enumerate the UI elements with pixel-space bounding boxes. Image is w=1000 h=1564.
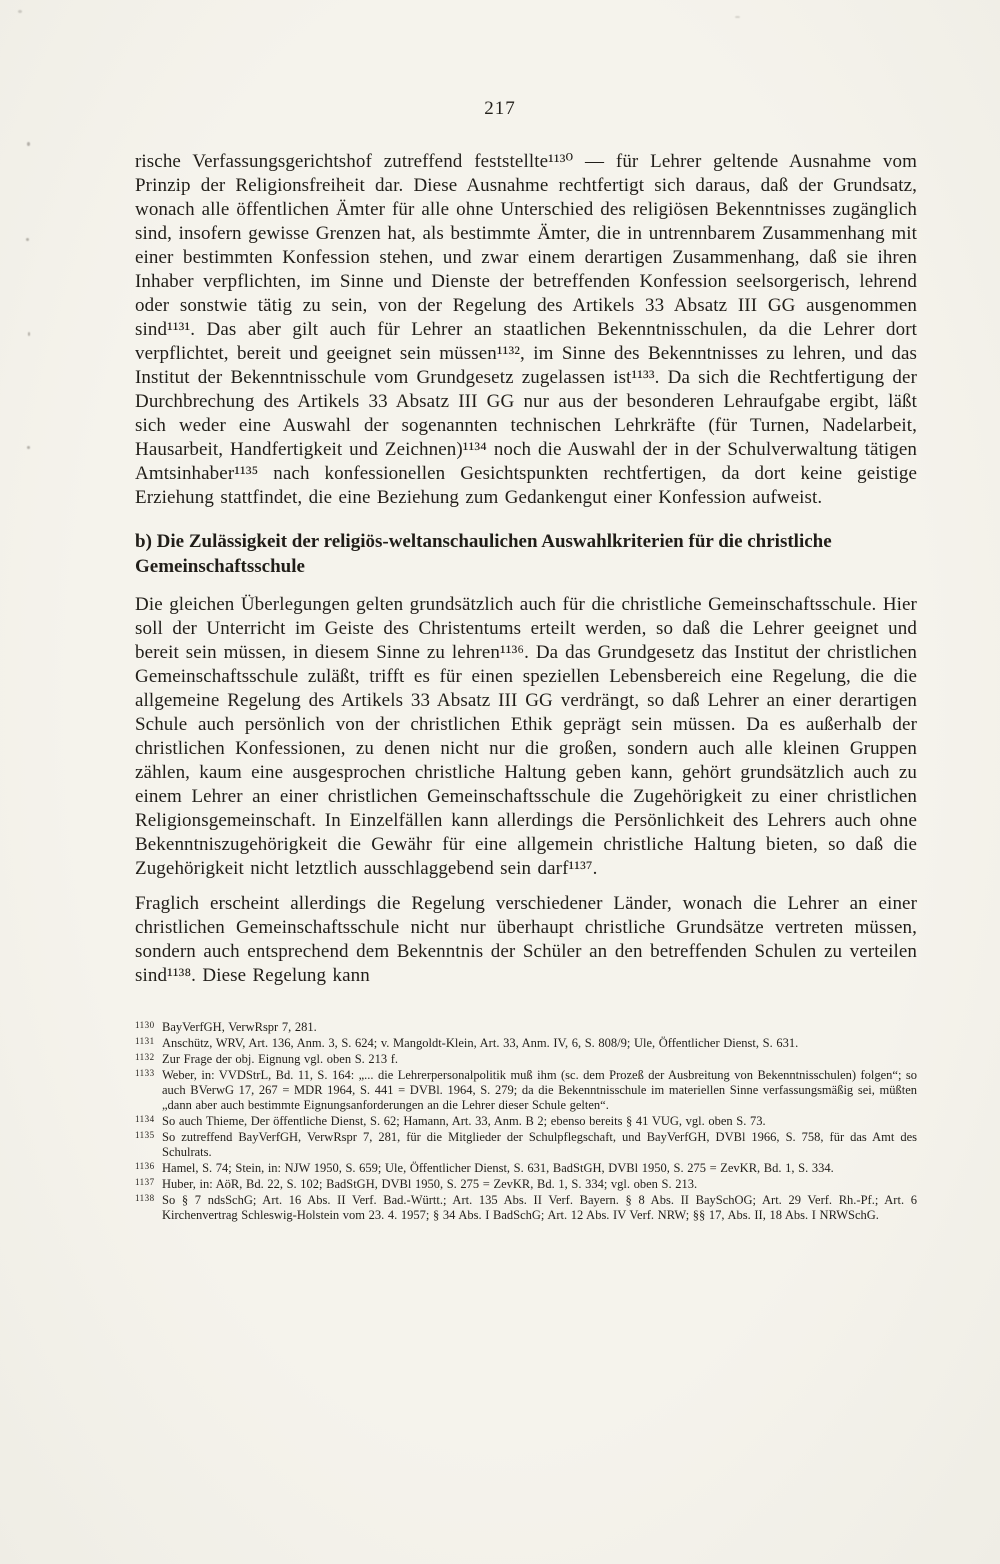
footnote-1130 xyxy=(135,1020,917,1035)
page-number: 217 xyxy=(484,98,516,119)
scan-speck xyxy=(28,332,30,336)
footnote-1137 xyxy=(135,1177,917,1192)
section-heading-b: b) Die Zulässigkeit der religiös-weltanschaulichen Auswahlkriterien für die christliche Gemeinschaftsschule xyxy=(135,531,832,577)
body-paragraph-3: Fraglich erscheint allerdings die Regelung verschiedener Länder, wonach die Lehrer an einer christlichen Gemeinschaftsschule nicht nur überhaupt christliche Grundsätze vertreten müssen, sondern auch entsprechend dem Bekenntnis der Schüler an den betreffenden Schulen zu verteilen sind¹¹³⁸. Diese Regelung kann xyxy=(135,893,917,986)
scan-speck xyxy=(26,238,29,241)
footnote-number: 1135 xyxy=(135,1130,155,1140)
footnote-text: So § 7 ndsSchG; Art. 16 Abs. II Verf. Bad.-Württ.; Art. 135 Abs. II Verf. Bayern. § 8 Abs. II BaySchOG; Art. 29 Verf. Rh.-Pf.; Art. 6 Kirchenvertrag Schleswig-Holstein vom 23. 4. 1957; § 34 Abs. I BadSchG; Art. 12 Abs. IV Verf. NRW; §§ 17, Abs. II, 18 Abs. I NRWSchG. xyxy=(162,1193,917,1222)
footnote-text: Weber, in: VVDStrL, Bd. 11, S. 164: „... die Lehrerpersonalpolitik muß ihm (sc. dem Prozeß der Ausbreitung von Bekenntnisschulen) folgen“; so auch BVerwG 17, 267 = MDR 1964, S. 441 = DVBl. 1964, S. 279; da die Bekenntnisschule im materiellen Sinne verfassungsmäßig sei, müßten „dann aber auch bestimmte Eignungsanforderungen an die Lehrer dieser Schule gelten“. xyxy=(162,1068,917,1112)
footnote-number: 1132 xyxy=(135,1052,155,1062)
footnote-text: BayVerfGH, VerwRspr 7, 281. xyxy=(162,1020,317,1034)
footnote-1133 xyxy=(135,1068,917,1113)
footnote-text: Huber, in: AöR, Bd. 22, S. 102; BadStGH, DVBl 1950, S. 275 = ZevKR, Bd. 1, S. 334; vgl. oben S. 213. xyxy=(162,1177,698,1191)
footnote-text: Zur Frage der obj. Eignung vgl. oben S. 213 f. xyxy=(162,1052,399,1066)
footnote-number: 1134 xyxy=(135,1114,155,1124)
body-paragraph-2: Die gleichen Überlegungen gelten grundsätzlich auch für die christliche Gemeinschaftsschule. Hier soll der Unterricht im Geiste des Christentums erteilt werden, so daß die Lehrer geeignet und bereit sein müssen, in diesem Sinne zu lehren¹¹³⁶. Da das Grundgesetz das Institut der christlichen Gemeinschaftsschule zuläßt, trifft es für einen speziellen Lebensbereich eine Regelung, die die allgemeine Regelung des Artikels 33 Absatz III GG verdrängt, so daß Lehrer an einer derartigen Schule auch persönlich von der christlichen Ethik geprägt sein müssen. Da es außerhalb der christlichen Konfessionen, zu denen nicht nur die großen, sondern auch alle kleinen Gruppen zählen, kaum eine ausgesprochen christliche Haltung geben kann, gehört grundsätzlich auch zu einem Lehrer an einer christlichen Gemeinschaftsschule die Zugehörigkeit zu einer christlichen Religionsgemeinschaft. In Einzelfällen kann allerdings die Persönlichkeit des Lehrers auch ohne Bekenntniszugehörigkeit die Gewähr für eine allgemein christliche Haltung bieten, so daß die Zugehörigkeit nicht letztlich ausschlaggebend sein darf¹¹³⁷. xyxy=(135,594,917,879)
body-paragraph-1: rische Verfassungsgerichtshof zutreffend feststellte¹¹³⁰ — für Lehrer geltende Ausnahme vom Prinzip der Religionsfreiheit dar. Diese Ausnahme rechtfertigt sich daraus, daß der Grundsatz, wonach alle öffentlichen Ämter für alle ohne Unterschied des religiösen Bekenntnisses zugänglich sind, insofern gewisse Grenzen hat, als bestimmte Ämter, die in untrennbarem Zusammenhang mit einer bestimmten Konfession stehen, und zwar einem derartigen Zusammenhang, daß sie ihren Inhaber verpflichten, im Sinne und Dienste der betreffenden Konfession seelsorgerisch, lehrend oder sonstwie tätig zu sein, von der Regelung des Artikels 33 Absatz III GG ausgenommen sind¹¹³¹. Das aber gilt auch für Lehrer an staatlichen Bekenntnisschulen, da die Lehrer dort verpflichtet, bereit und geeignet sein müssen¹¹³², im Sinne des Bekenntnisses zu lehren, und das Institut der Bekenntnisschule vom Grundgesetz zugelassen ist¹¹³³. Da sich die Rechtfertigung der Durchbrechung des Artikels 33 Absatz III GG nur aus der besonderen Lehraufgabe ergibt, läßt sich weder eine Auswahl der sogenannten technischen Lehrkräfte (für Turnen, Nadelarbeit, Hausarbeit, Handfertigkeit und Zeichnen)¹¹³⁴ noch die Auswahl der in der Schulverwaltung tätigen Amtsinhaber¹¹³⁵ nach konfessionellen Gesichtspunkten rechtfertigen, da dort keine geistige Erziehung stattfindet, die eine Beziehung zum Gedankengut einer Konfession aufweist. xyxy=(135,151,917,508)
footnote-number: 1137 xyxy=(135,1177,155,1187)
footnotes-section xyxy=(135,1020,917,1223)
scan-speck xyxy=(18,10,22,13)
footnote-1134 xyxy=(135,1114,917,1129)
scan-speck xyxy=(735,16,740,18)
footnote-number: 1131 xyxy=(135,1036,155,1046)
footnote-number: 1133 xyxy=(135,1068,155,1078)
footnote-number: 1136 xyxy=(135,1161,155,1171)
footnote-text: Hamel, S. 74; Stein, in: NJW 1950, S. 659; Ule, Öffentlicher Dienst, S. 631, BadStGH, DVBl 1950, S. 275 = ZevKR, Bd. 1, S. 334. xyxy=(162,1161,834,1175)
footnote-text: Anschütz, WRV, Art. 136, Anm. 3, S. 624; v. Mangoldt-Klein, Art. 33, Anm. IV, 6, S. 808/9; Ule, Öffentlicher Dienst, S. 631. xyxy=(162,1036,799,1050)
footnote-1136 xyxy=(135,1161,917,1176)
main-text-block xyxy=(135,150,917,1224)
footnote-number: 1138 xyxy=(135,1193,155,1203)
footnote-text: So auch Thieme, Der öffentliche Dienst, S. 62; Hamann, Art. 33, Anm. B 2; ebenso bereits § 41 VUG, vgl. oben S. 73. xyxy=(162,1114,766,1128)
scan-speck xyxy=(27,446,30,449)
footnote-1138 xyxy=(135,1193,917,1223)
footnote-1131 xyxy=(135,1036,917,1051)
footnote-1132 xyxy=(135,1052,917,1067)
footnote-number: 1130 xyxy=(135,1020,155,1030)
footnote-text: So zutreffend BayVerfGH, VerwRspr 7, 281, für die Mitglieder der Schulpflegschaft, und BayVerfGH, DVBl 1966, S. 758, für das Amt des Schulrats. xyxy=(162,1130,917,1159)
footnote-1135 xyxy=(135,1130,917,1160)
scan-speck xyxy=(27,142,30,146)
